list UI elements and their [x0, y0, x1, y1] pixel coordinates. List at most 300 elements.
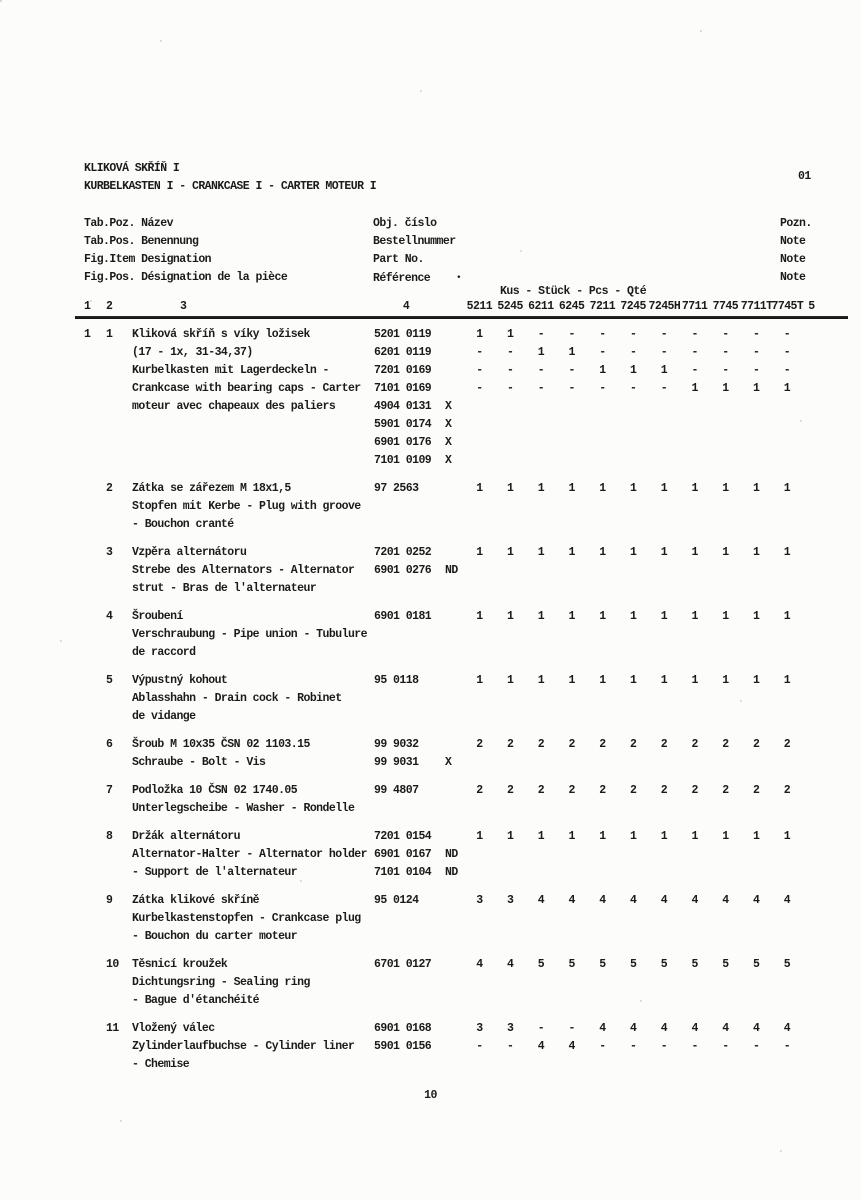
quantity-cell: 2: [568, 784, 575, 797]
part-number: 99 9031: [374, 756, 419, 769]
item-fig-number: [84, 626, 106, 644]
quantity-cell: 2: [506, 738, 514, 751]
item-fig-number: [84, 846, 106, 864]
quantity-cell: -: [752, 328, 760, 341]
part-number: 6901 0167: [374, 848, 432, 861]
item-fig-number: [84, 782, 106, 800]
part-number: [374, 1056, 438, 1074]
quantity-cell: 1: [568, 674, 575, 687]
quantity-cell: [495, 434, 526, 452]
quantity-cell: 4: [722, 894, 729, 907]
quantity-cell: [741, 452, 772, 470]
item-description-line: Stopfen mit Kerbe - Plug with groove: [132, 500, 361, 513]
note-cell: [802, 344, 848, 362]
note-cell: [802, 828, 848, 846]
part-number: [374, 516, 438, 534]
item-description-line: Alternator-Halter - Alternator holder: [132, 848, 367, 861]
quantity-cell: -: [722, 328, 729, 341]
item-position-number: 1: [106, 328, 113, 341]
quantity-cell: [649, 416, 680, 434]
quantity-cell: [772, 800, 803, 818]
quantity-cell: 4: [568, 1040, 575, 1053]
item-position-number: 10: [106, 958, 119, 971]
quantity-cell: 2: [599, 784, 606, 797]
quantity-cell: 1: [660, 830, 668, 843]
quantity-cell: -: [537, 328, 545, 341]
table-row: [84, 1020, 848, 1038]
quantity-cell: [587, 690, 618, 708]
item-description-line: Výpustný kohout: [132, 674, 228, 687]
quantity-cell: 1: [537, 830, 545, 843]
part-availability-flag: ND: [445, 564, 458, 577]
part-number: 4904 0131: [374, 400, 432, 413]
quantity-cell: [618, 800, 649, 818]
quantity-cell: [772, 626, 803, 644]
quantity-cell: [495, 516, 526, 534]
part-availability-flag: X: [445, 756, 452, 769]
quantity-cell: 2: [660, 784, 668, 797]
quantity-cell: [556, 864, 587, 882]
quantity-cell: [556, 910, 587, 928]
column-number-row: [84, 298, 848, 316]
quantity-cell: -: [599, 346, 606, 359]
part-number: 7101 0169: [374, 382, 432, 395]
quantity-cell: [526, 416, 557, 434]
quantity-cell: 1: [568, 482, 575, 495]
column-number-pos: 2: [106, 300, 113, 313]
part-availability-flag: [438, 516, 464, 534]
part-availability-flag: [438, 644, 464, 662]
quantity-cell: 1: [629, 674, 637, 687]
quantity-cell: [649, 498, 680, 516]
table-row: [84, 690, 848, 708]
quantity-cell: 2: [568, 738, 575, 751]
quantity-cell: -: [629, 382, 637, 395]
quantity-cell: 1: [660, 546, 668, 559]
item-fig-number: [84, 498, 106, 516]
quantity-cell: [556, 562, 587, 580]
quantity-cell: [587, 434, 618, 452]
column-number-desc: 3: [180, 300, 187, 313]
quantity-cell: [772, 516, 803, 534]
quantity-cell: 1: [506, 546, 514, 559]
item-fig-number: [84, 736, 106, 754]
quantity-cell: 1: [783, 830, 791, 843]
quantity-cell: -: [599, 1040, 606, 1053]
quantity-cell: -: [506, 364, 514, 377]
quantity-cell: 1: [752, 674, 760, 687]
quantity-cell: [741, 498, 772, 516]
part-availability-flag: [438, 344, 464, 362]
quantity-units-title: Kus - Stück - Pcs - Qté: [500, 285, 647, 298]
part-availability-flag: [438, 672, 464, 690]
note-cell: [802, 800, 848, 818]
note-cell: [802, 892, 848, 910]
item-description-line: strut - Bras de l'alternateur: [132, 582, 317, 595]
quantity-cell: [741, 864, 772, 882]
part-number: 7201 0169: [374, 364, 432, 377]
note-cell: [802, 1020, 848, 1038]
quantity-cell: 1: [722, 674, 729, 687]
item-fig-number: [84, 1038, 106, 1056]
part-number: 97 2563: [374, 482, 419, 495]
model-column-header: 7745T: [771, 300, 804, 313]
quantity-cell: [649, 562, 680, 580]
quantity-cell: 1: [629, 364, 637, 377]
quantity-cell: [741, 562, 772, 580]
quantity-cell: [556, 992, 587, 1010]
quantity-cell: [587, 1056, 618, 1074]
quantity-cell: [710, 864, 741, 882]
table-row: [84, 562, 848, 580]
item-position-number: [106, 398, 132, 416]
item-position-number: [106, 864, 132, 882]
table-row: [84, 452, 848, 470]
table-row: [84, 846, 848, 864]
item-description-line: [132, 416, 374, 434]
quantity-cell: [710, 690, 741, 708]
quantity-cell: [741, 992, 772, 1010]
quantity-cell: 1: [599, 482, 606, 495]
part-number: 95 0118: [374, 674, 419, 687]
quantity-cell: [679, 580, 710, 598]
quantity-cell: [679, 626, 710, 644]
header-left-label: Tab.Pos. Benennung: [84, 235, 199, 248]
quantity-cell: [495, 800, 526, 818]
quantity-cell: [710, 1056, 741, 1074]
item-position-number: 6: [106, 738, 113, 751]
item-description-line: Podložka 10 ČSN 02 1740.05: [132, 784, 298, 797]
quantity-cell: [649, 690, 680, 708]
quantity-cell: [649, 398, 680, 416]
quantity-cell: -: [506, 382, 514, 395]
quantity-cell: [710, 754, 741, 772]
quantity-cell: 1: [629, 482, 637, 495]
quantity-cell: [710, 928, 741, 946]
quantity-cell: [618, 416, 649, 434]
quantity-cell: 1: [691, 482, 698, 495]
quantity-cell: -: [476, 346, 483, 359]
quantity-cell: -: [783, 346, 791, 359]
item-fig-number: [84, 362, 106, 380]
note-cell: [802, 736, 848, 754]
table-row: [84, 344, 848, 362]
part-availability-flag: [438, 708, 464, 726]
item-description-line: Kliková skříň s víky ložisek: [132, 328, 310, 341]
table-row: [84, 544, 848, 562]
item-position-number: [106, 1056, 132, 1074]
table-row: [84, 362, 848, 380]
item-description-line: Zátka se zářezem M 18x1,5: [132, 482, 291, 495]
quantity-cell: [618, 708, 649, 726]
quantity-cell: 1: [506, 830, 514, 843]
quantity-cell: 1: [629, 830, 637, 843]
quantity-cell: 4: [476, 958, 483, 971]
quantity-cell: 1: [476, 830, 483, 843]
quantity-cell: 5: [783, 958, 791, 971]
quantity-cell: [710, 498, 741, 516]
quantity-cell: 5: [568, 958, 575, 971]
quantity-cell: [495, 846, 526, 864]
header-left-label: Fig.Item Designation: [84, 253, 212, 266]
quantity-cell: [618, 846, 649, 864]
quantity-cell: [526, 626, 557, 644]
quantity-cell: [741, 846, 772, 864]
item-position-number: [106, 690, 132, 708]
note-cell: [802, 416, 848, 434]
quantity-cell: [618, 974, 649, 992]
quantity-cell: 1: [568, 546, 575, 559]
item-position-number: [106, 580, 132, 598]
quantity-cell: [741, 580, 772, 598]
part-availability-flag: [438, 580, 464, 598]
table-row: [84, 380, 848, 398]
quantity-cell: 2: [506, 784, 514, 797]
item-fig-number: [84, 690, 106, 708]
item-fig-number: [84, 708, 106, 726]
table-row: [84, 736, 848, 754]
table-row: [84, 416, 848, 434]
quantity-cell: 4: [629, 1022, 637, 1035]
part-availability-flag: [438, 608, 464, 626]
quantity-cell: 4: [660, 1022, 668, 1035]
table-row: [84, 828, 848, 846]
quantity-cell: -: [722, 1040, 729, 1053]
part-number: 99 9032: [374, 738, 419, 751]
item-position-number: [106, 708, 132, 726]
quantity-cell: 1: [752, 382, 760, 395]
part-number: 6901 0168: [374, 1022, 432, 1035]
quantity-cell: [464, 754, 495, 772]
part-number: [374, 690, 438, 708]
quantity-cell: [464, 516, 495, 534]
quantity-cell: 2: [599, 738, 606, 751]
table-row: [84, 708, 848, 726]
quantity-cell: [618, 992, 649, 1010]
quantity-cell: 1: [476, 482, 483, 495]
quantity-cell: [556, 498, 587, 516]
quantity-cell: [556, 846, 587, 864]
quantity-cell: 1: [722, 610, 729, 623]
note-cell: [802, 362, 848, 380]
part-availability-flag: ND: [445, 866, 458, 879]
item-fig-number: [84, 398, 106, 416]
column-flag-spacer: [438, 298, 464, 316]
item-fig-number: [84, 800, 106, 818]
quantity-cell: [587, 498, 618, 516]
note-cell: [802, 644, 848, 662]
part-number: [374, 910, 438, 928]
quantity-cell: 1: [660, 674, 668, 687]
column-number-note: 5: [808, 300, 815, 313]
quantity-cell: [587, 754, 618, 772]
scan-noise: [0, 0, 2, 2]
quantity-cell: [464, 910, 495, 928]
quantity-cell: [649, 754, 680, 772]
part-number: 6201 0119: [374, 346, 432, 359]
quantity-cell: [710, 416, 741, 434]
note-cell: [802, 956, 848, 974]
note-cell: [802, 544, 848, 562]
item-description-line: Unterlegscheibe - Washer - Rondelle: [132, 802, 355, 815]
item-position-number: [106, 644, 132, 662]
part-availability-flag: [438, 782, 464, 800]
quantity-cell: [526, 644, 557, 662]
note-cell: [802, 380, 848, 398]
quantity-cell: [649, 708, 680, 726]
quantity-cell: -: [783, 1040, 791, 1053]
model-column-header: 7245: [620, 300, 646, 313]
quantity-cell: [618, 644, 649, 662]
item-position-number: 3: [106, 546, 113, 559]
title-block: [84, 160, 376, 196]
quantity-cell: [495, 416, 526, 434]
item-description-line: Dichtungsring - Sealing ring: [132, 976, 310, 989]
quantity-cell: 1: [476, 546, 483, 559]
quantity-cell: [710, 644, 741, 662]
quantity-cell: -: [660, 328, 668, 341]
item-description-line: Schraube - Bolt - Vis: [132, 756, 266, 769]
item-fig-number: [84, 516, 106, 534]
part-availability-flag: [438, 956, 464, 974]
quantity-cell: [495, 452, 526, 470]
item-position-number: [106, 516, 132, 534]
item-fig-number: [84, 644, 106, 662]
table-row: [84, 864, 848, 882]
quantity-cell: 1: [476, 328, 483, 341]
quantity-cell: [556, 690, 587, 708]
quantity-cell: [464, 974, 495, 992]
part-availability-flag: [438, 498, 464, 516]
quantity-cell: [556, 754, 587, 772]
part-number: [374, 928, 438, 946]
quantity-cell: [495, 864, 526, 882]
page-title: KLIKOVÁ SKŘÍŇ I: [84, 162, 180, 175]
quantity-cell: -: [568, 328, 575, 341]
item-fig-number: 1: [84, 328, 91, 341]
quantity-cell: [464, 992, 495, 1010]
part-availability-flag: X: [445, 436, 452, 449]
quantity-cell: 2: [476, 784, 483, 797]
quantity-cell: 4: [599, 1022, 606, 1035]
quantity-cell: 1: [783, 482, 791, 495]
quantity-cell: [526, 928, 557, 946]
quantity-cell: [679, 864, 710, 882]
quantity-cell: [741, 416, 772, 434]
catalog-item: [84, 608, 848, 662]
quantity-cell: 1: [660, 610, 668, 623]
item-description-line: - Bouchon du carter moteur: [132, 930, 298, 943]
quantity-cell: [649, 644, 680, 662]
table-row: [84, 672, 848, 690]
item-description-line: - Support de l'alternateur: [132, 866, 298, 879]
note-cell: [802, 326, 848, 344]
quantity-cell: [741, 398, 772, 416]
quantity-cell: 1: [629, 546, 637, 559]
item-fig-number: [84, 672, 106, 690]
quantity-cell: 2: [722, 784, 729, 797]
item-fig-number: [84, 580, 106, 598]
quantity-cell: 2: [629, 738, 637, 751]
quantity-cell: 5: [660, 958, 668, 971]
item-description-line: - Bague d'étanchéité: [132, 994, 260, 1007]
quantity-cell: 1: [691, 546, 698, 559]
part-number: 5201 0119: [374, 328, 432, 341]
part-availability-flag: [438, 1038, 464, 1056]
quantity-cell: [587, 800, 618, 818]
quantity-cell: [649, 846, 680, 864]
quantity-cell: [587, 910, 618, 928]
quantity-cell: [772, 452, 803, 470]
quantity-cell: [710, 516, 741, 534]
item-description-line: [132, 434, 374, 452]
table-row: [84, 516, 848, 534]
catalog-item: [84, 782, 848, 818]
quantity-cell: [679, 910, 710, 928]
quantity-cell: [710, 434, 741, 452]
part-number: [374, 644, 438, 662]
quantity-cell: [556, 580, 587, 598]
table-row: [84, 580, 848, 598]
table-row: [84, 434, 848, 452]
quantity-cell: [464, 690, 495, 708]
quantity-cell: [618, 562, 649, 580]
part-availability-flag: [438, 380, 464, 398]
quantity-cell: 1: [783, 546, 791, 559]
quantity-cell: [649, 434, 680, 452]
quantity-cell: [772, 708, 803, 726]
model-column-header: 6245: [558, 300, 585, 313]
quantity-cell: -: [660, 1040, 668, 1053]
item-position-number: [106, 562, 132, 580]
quantity-cell: [464, 452, 495, 470]
quantity-cell: [649, 910, 680, 928]
quantity-cell: 1: [660, 364, 668, 377]
quantity-cell: [495, 992, 526, 1010]
quantity-cell: [772, 992, 803, 1010]
quantity-cell: [710, 974, 741, 992]
quantity-cell: [679, 644, 710, 662]
header-note-label: Note: [780, 253, 806, 266]
quantity-cell: [710, 708, 741, 726]
quantity-cell: [556, 452, 587, 470]
quantity-cell: [772, 846, 803, 864]
note-cell: [802, 452, 848, 470]
quantity-cell: 4: [660, 894, 668, 907]
quantity-cell: [495, 974, 526, 992]
quantity-cell: 1: [752, 830, 760, 843]
quantity-cell: 5: [537, 958, 545, 971]
quantity-cell: -: [783, 328, 791, 341]
quantity-cell: -: [629, 328, 637, 341]
quantity-cell: [618, 452, 649, 470]
quantity-cell: -: [599, 328, 606, 341]
quantity-cell: [526, 452, 557, 470]
table-row: [84, 398, 848, 416]
quantity-cell: [772, 580, 803, 598]
note-cell: [802, 672, 848, 690]
note-cell: [802, 992, 848, 1010]
catalog-item: [84, 1020, 848, 1074]
quantity-cell: [679, 498, 710, 516]
quantity-cell: 1: [752, 482, 760, 495]
quantity-cell: [587, 864, 618, 882]
note-cell: [802, 580, 848, 598]
item-position-number: 9: [106, 894, 113, 907]
quantity-cell: 1: [691, 610, 698, 623]
part-number: [374, 800, 438, 818]
quantity-cell: 1: [752, 546, 760, 559]
